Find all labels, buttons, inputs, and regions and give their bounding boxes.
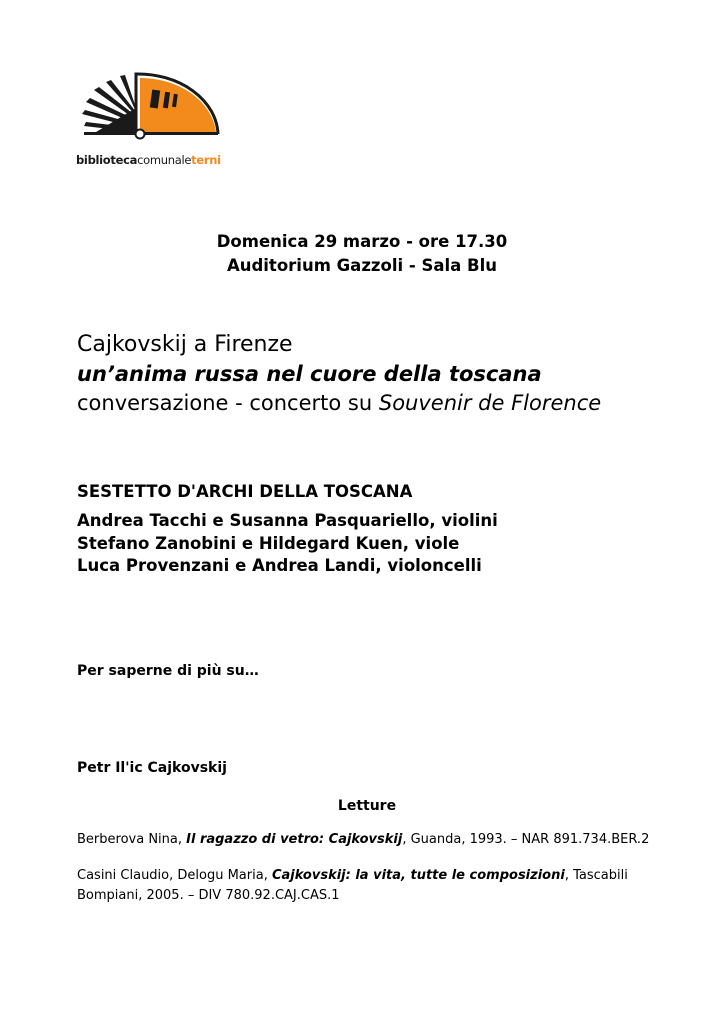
readings-heading: Letture xyxy=(337,798,397,814)
event-date-time: Domenica 29 marzo - ore 17.30 xyxy=(216,232,508,251)
logo-word-terni: terni xyxy=(191,153,221,167)
bib-title: Cajkovskij: la vita, tutte le composizioni xyxy=(271,868,565,883)
logo-word-comunale: comunale xyxy=(137,153,192,167)
event-description-work: Souvenir de Florence xyxy=(378,391,602,415)
composer-heading: Petr Il'ic Cajkovskij xyxy=(77,760,227,776)
library-logo xyxy=(76,72,221,172)
event-info xyxy=(0,230,724,278)
ensemble-member: Stefano Zanobini e Hildegard Kuen, viole xyxy=(77,533,460,553)
ensemble-block xyxy=(77,480,697,578)
bib-authors: Casini Claudio, Delogu Maria, xyxy=(77,868,272,883)
logo-word-biblioteca: biblioteca xyxy=(76,153,138,167)
ensemble-member: Andrea Tacchi e Susanna Pasquariello, violini xyxy=(77,511,498,530)
bib-authors: Berberova Nina, xyxy=(77,832,187,847)
bib-details: , Tascabili Bompiani, 2005. – DIV 780.92.CAJ.CAS.1 xyxy=(77,868,628,903)
library-logo-wordmark xyxy=(76,153,221,167)
open-book-fan-icon xyxy=(76,72,221,154)
ensemble-member: Luca Provenzani e Andrea Landi, violoncelli xyxy=(77,556,482,575)
event-title-block xyxy=(77,330,697,418)
more-info-heading: Per saperne di più su… xyxy=(77,663,259,679)
event-subtitle: un’anima russa nel cuore della toscana xyxy=(77,362,542,386)
event-description-prefix: conversazione - concerto su xyxy=(77,391,379,415)
ensemble-name: SESTETTO D'ARCHI DELLA TOSCANA xyxy=(77,482,413,501)
bib-title: Il ragazzo di vetro: Cajkovskij xyxy=(186,832,403,847)
event-title: Cajkovskij a Firenze xyxy=(77,332,293,357)
event-venue: Auditorium Gazzoli - Sala Blu xyxy=(226,256,498,275)
bibliography-entry xyxy=(77,830,667,850)
event-description xyxy=(77,388,697,418)
bibliography-entry xyxy=(77,866,667,905)
bib-details: , Guanda, 1993. – NAR 891.734.BER.2 xyxy=(402,832,650,847)
